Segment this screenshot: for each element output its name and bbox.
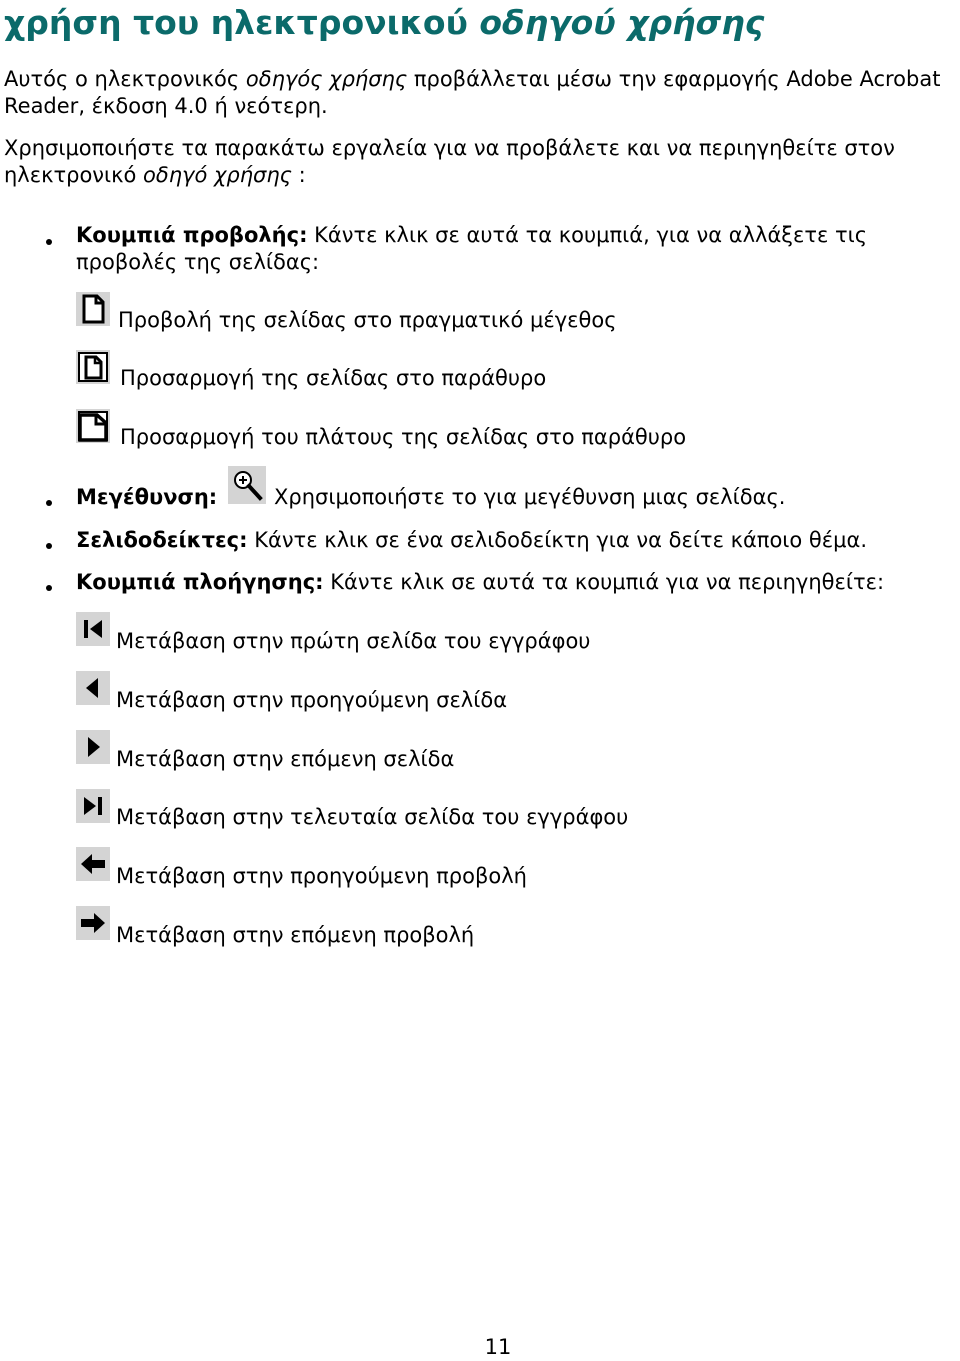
tools-intro-line-2	[4, 162, 960, 189]
page-title-plain: χρήση του ηλεκτρονικού	[4, 3, 480, 42]
nav-item-text: Μετάβαση στην προηγούμενη σελίδα	[116, 688, 508, 712]
tools-intro-line-1: Χρησιμοποιήστε τα παρακάτω εργαλεία για να προβάλετε και να περιηγηθείτε στον	[4, 136, 895, 160]
nav-buttons-line	[76, 569, 884, 596]
view-item-text: Προβολή της σελίδας στο πραγματικό μέγεθος	[118, 308, 617, 332]
nav-buttons-label: Κουμπιά πλοήγησης:	[76, 570, 324, 594]
tools-intro-text: ηλεκτρονικό	[4, 163, 144, 187]
page-title	[4, 0, 764, 46]
nav-item-text: Μετάβαση στην πρώτη σελίδα του εγγράφου	[116, 629, 591, 653]
bullet-bookmarks	[46, 543, 52, 549]
view-buttons-text: Κάντε κλικ σε αυτά τα κουμπιά, για να αλλάξετε τις	[307, 223, 868, 247]
next-page-icon[interactable]	[76, 730, 110, 764]
fit-page-icon[interactable]	[76, 350, 110, 384]
zoom-label: Μεγέθυνση:	[76, 485, 218, 509]
nav-item-text: Μετάβαση στην προηγούμενη προβολή	[116, 864, 527, 888]
intro-text: Αυτός ο ηλεκτρονικός	[4, 67, 246, 91]
intro-italic: οδηγός χρήσης	[245, 67, 408, 91]
view-buttons-line-1	[76, 222, 867, 249]
view-item-text: Προσαρμογή του πλάτους της σελίδας στο παράθυρο	[120, 425, 687, 449]
tools-intro-colon: :	[292, 163, 306, 187]
actual-size-page-icon[interactable]	[76, 292, 110, 326]
previous-view-icon[interactable]	[76, 847, 110, 881]
first-page-icon[interactable]	[76, 612, 110, 646]
view-item-text: Προσαρμογή της σελίδας στο παράθυρο	[120, 366, 547, 390]
bullet-view-buttons	[46, 239, 52, 245]
nav-buttons-text: Κάντε κλικ σε αυτά τα κουμπιά για να περιηγηθείτε:	[323, 570, 885, 594]
next-view-icon[interactable]	[76, 906, 110, 940]
previous-page-icon[interactable]	[76, 671, 110, 705]
nav-item-text: Μετάβαση στην τελευταία σελίδα του εγγράφου	[116, 805, 629, 829]
intro-line-2: Reader, έκδοση 4.0 ή νεότερη.	[4, 94, 328, 118]
intro-text-end: προβάλλεται μέσω την εφαρμογής Adobe Acrobat	[407, 67, 941, 91]
bullet-nav-buttons	[46, 585, 52, 591]
page-number: 11	[484, 1335, 512, 1359]
intro-line-1	[4, 66, 960, 93]
view-buttons-line-2: προβολές της σελίδας:	[76, 250, 320, 274]
last-page-icon[interactable]	[76, 789, 110, 823]
zoom-in-magnifier-icon[interactable]	[228, 466, 266, 504]
bookmarks-line	[76, 527, 867, 554]
bullet-zoom	[46, 500, 52, 506]
bookmarks-label: Σελιδοδείκτες:	[76, 528, 248, 552]
zoom-label-line	[76, 484, 217, 511]
view-buttons-label: Κουμπιά προβολής:	[76, 223, 308, 247]
nav-item-text: Μετάβαση στην επόμενη προβολή	[116, 923, 475, 947]
nav-item-text: Μετάβαση στην επόμενη σελίδα	[116, 747, 455, 771]
bookmarks-text: Κάντε κλικ σε ένα σελιδοδείκτη για να δείτε κάποιο θέμα.	[247, 528, 868, 552]
tools-intro-italic: οδηγό χρήσης	[143, 163, 292, 187]
fit-width-icon[interactable]	[76, 409, 110, 443]
page-title-italic: οδηγού χρήσης	[479, 3, 765, 42]
zoom-text: Χρησιμοποιήστε το για μεγέθυνση μιας σελίδας.	[274, 485, 786, 509]
